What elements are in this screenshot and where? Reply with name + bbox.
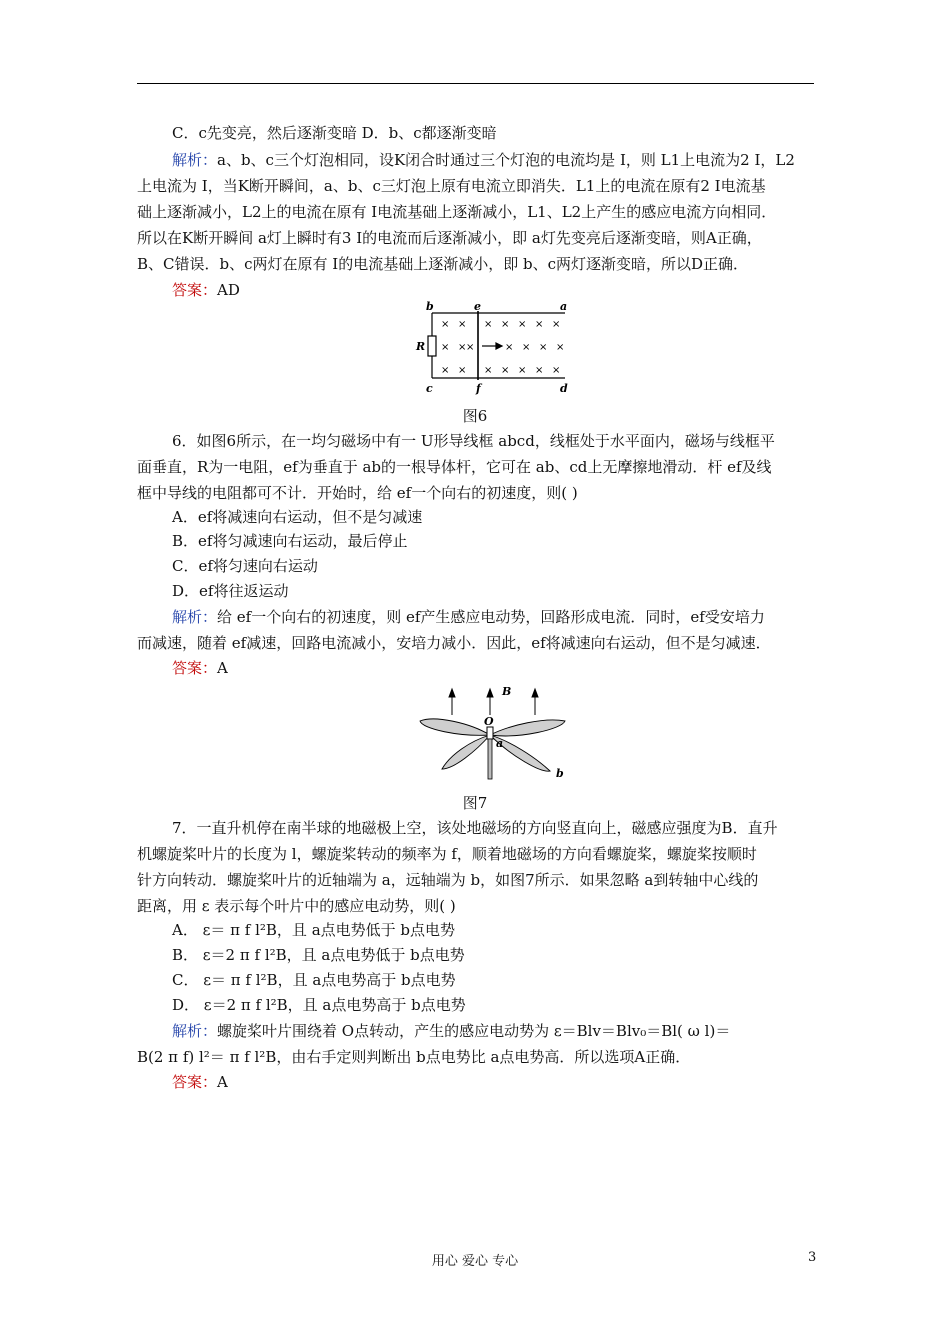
figure-6-diagram	[410, 300, 575, 395]
svg-text:×: ×	[458, 342, 467, 353]
svg-text:×: ×	[535, 365, 544, 376]
q6-analysis-line-1: 解析：给 ef一个向右的初速度，则 ef产生感应电动势，回路形成电流．同时，ef受安培力	[172, 608, 765, 626]
label-b-far: b	[556, 767, 564, 780]
answer-label: 答案：	[172, 281, 218, 299]
label-a: a	[560, 300, 568, 313]
field-arrow-1	[449, 689, 455, 697]
analysis-label: 解析：	[172, 608, 218, 626]
q7-option-d: D． ε＝2 π f l²B，且 a点电势高于 b点电势	[172, 996, 466, 1014]
q6-option-d: D．ef将往返运动	[172, 582, 289, 600]
label-e: e	[474, 300, 481, 313]
svg-text:×: ×	[458, 365, 467, 376]
svg-text:×: ×	[535, 319, 544, 330]
q5-analysis-line-3: 础上逐渐减小，L2上的电流在原有 I电流基础上逐渐减小，L1、L2上产生的感应电流方向相同．	[137, 203, 777, 221]
svg-text:×: ×	[518, 365, 527, 376]
svg-text:×: ×	[441, 365, 450, 376]
svg-text:×: ×	[441, 342, 450, 353]
svg-text:×: ×	[466, 342, 475, 353]
svg-text:×: ×	[501, 319, 510, 330]
svg-text:×: ×	[552, 319, 561, 330]
shaft	[488, 739, 492, 779]
q7-analysis-line-2: B(2 π f) l²＝ π f l²B，由右手定则判断出 b点电势比 a点电势高．所以选项A正确．	[137, 1048, 691, 1066]
hub	[487, 727, 493, 739]
field-arrow-3	[532, 689, 538, 697]
analysis-label: 解析：	[172, 151, 218, 169]
q6-option-a: A．ef将减速向右运动，但不是匀减速	[172, 508, 423, 526]
svg-text:×: ×	[522, 342, 531, 353]
q6-stem-line-3: 框中导线的电阻都可不计．开始时，给 ef一个向右的初速度，则( )	[137, 484, 578, 502]
velocity-arrow	[496, 343, 502, 349]
q5-analysis-line-4: 所以在K断开瞬间 a灯上瞬时有3 I的电流而后逐渐减小，即 a灯先变亮后逐渐变暗，则A正确，	[137, 229, 762, 247]
svg-text:×: ×	[484, 365, 493, 376]
q6-option-b: B．ef将匀减速向右运动，最后停止	[172, 532, 408, 550]
q6-stem-line-2: 面垂直，R为一电阻，ef为垂直于 ab的一根导体杆，它可在 ab、cd上无摩擦地滑动．杆 ef及线	[137, 458, 772, 476]
q7-stem-line-4: 距离，用 ε 表示每个叶片中的感应电动势，则( )	[137, 897, 456, 915]
q7-option-c: C． ε＝ π f l²B，且 a点电势高于 b点电势	[172, 971, 456, 989]
figure-7-caption: 图7	[462, 794, 488, 812]
q7-answer: 答案：A	[172, 1073, 228, 1091]
header-rule	[137, 83, 814, 84]
q6-option-c: C．ef将匀速向右运动	[172, 557, 318, 575]
resistor-r	[428, 336, 436, 356]
label-B: B	[502, 685, 512, 698]
q7-option-b: B． ε＝2 π f l²B，且 a点电势低于 b点电势	[172, 946, 465, 964]
q7-analysis-line-1: 解析：螺旋桨叶片围绕着 O点转动，产生的感应电动势为 ε＝Blv＝Blv₀＝Bl( ω l)＝	[172, 1022, 731, 1040]
svg-text:×: ×	[552, 365, 561, 376]
svg-text:×: ×	[484, 319, 493, 330]
q5-analysis-line-5: B、C错误．b、c两灯在原有 I的电流基础上逐渐减小，即 b、c两灯逐渐变暗，所以D正确．	[137, 255, 748, 273]
svg-text:×: ×	[539, 342, 548, 353]
label-b: b	[426, 300, 434, 313]
label-O: O	[484, 715, 494, 728]
q6-stem-line-1: 6．如图6所示，在一均匀磁场中有一 U形导线框 abcd，线框处于水平面内，磁场与线框平	[172, 432, 775, 450]
svg-text:×: ×	[556, 342, 565, 353]
analysis-label: 解析：	[172, 1022, 218, 1040]
svg-text:×: ×	[505, 342, 514, 353]
q7-option-a: A． ε＝ π f l²B，且 a点电势低于 b点电势	[172, 921, 456, 939]
answer-label: 答案：	[172, 659, 218, 677]
field-arrow-2	[487, 689, 493, 697]
svg-text:×: ×	[458, 319, 467, 330]
svg-text:×: ×	[501, 365, 510, 376]
answer-label: 答案：	[172, 1073, 218, 1091]
page-number: 3	[808, 1250, 817, 1265]
svg-text:×: ×	[518, 319, 527, 330]
q7-stem-line-3: 针方向转动．螺旋桨叶片的近轴端为 a，远轴端为 b，如图7所示．如果忽略 a到转轴中心线的	[137, 871, 759, 889]
q5-answer: 答案：AD	[172, 281, 240, 299]
label-c: c	[426, 382, 433, 395]
q6-answer: 答案：A	[172, 659, 228, 677]
label-f: f	[476, 382, 481, 395]
q5-option-cd: C．c先变亮，然后逐渐变暗 D．b、c都逐渐变暗	[172, 124, 497, 142]
q7-stem-line-2: 机螺旋桨叶片的长度为 l，螺旋桨转动的频率为 f，顺着地磁场的方向看螺旋桨，螺旋桨按顺时	[137, 845, 757, 863]
q7-stem-line-1: 7．一直升机停在南半球的地磁极上空，该处地磁场的方向竖直向上，磁感应强度为B．直升	[172, 819, 778, 837]
q5-analysis-line-1: 解析：a、b、c三个灯泡相同，设K闭合时通过三个灯泡的电流均是 I，则 L1上电流为2 I，L2	[172, 151, 795, 169]
page-footer: 用心 爱心 专心	[431, 1254, 519, 1269]
label-a-near: a	[496, 737, 504, 750]
q5-analysis-line-2: 上电流为 I，当K断开瞬间，a、b、c三灯泡上原有电流立即消失．L1上的电流在原有2 I电流基	[137, 177, 766, 195]
figure-7-diagram	[410, 685, 580, 785]
label-d: d	[560, 382, 568, 395]
label-r: R	[416, 340, 426, 353]
q6-analysis-line-2: 而减速，随着 ef减速，回路电流减小，安培力减小．因此，ef将减速向右运动，但不是匀减速．	[137, 634, 771, 652]
figure-6-caption: 图6	[462, 407, 488, 425]
svg-text:×: ×	[441, 319, 450, 330]
field-crosses	[441, 319, 564, 376]
